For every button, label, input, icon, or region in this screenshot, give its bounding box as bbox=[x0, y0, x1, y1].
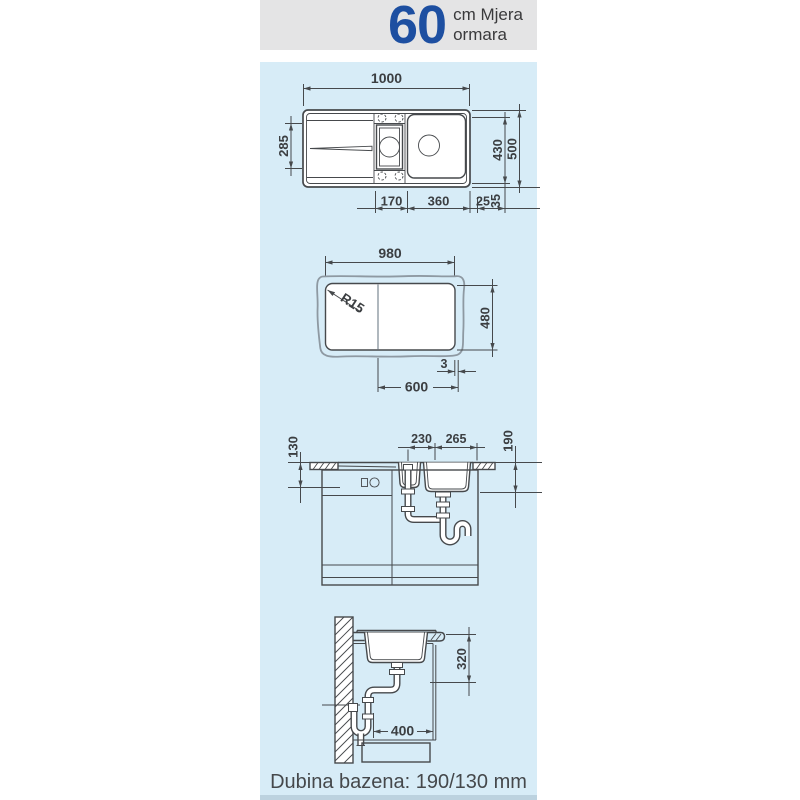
cutout-view-drawing bbox=[260, 240, 537, 400]
dim-label-320: 320 bbox=[454, 648, 469, 670]
dim-label-600: 600 bbox=[404, 378, 429, 395]
unit-line1: cm Mjera bbox=[453, 5, 523, 24]
dim-label-285: 285 bbox=[276, 135, 291, 157]
dim-label-r15: R15 bbox=[337, 290, 367, 317]
front-section-drawing bbox=[260, 420, 545, 605]
dim-label-1000: 1000 bbox=[370, 70, 403, 86]
side-strainer bbox=[392, 663, 403, 668]
dim-basin-length bbox=[276, 116, 302, 176]
unit-line2: ormara bbox=[453, 25, 507, 44]
wall-section bbox=[335, 617, 353, 763]
dim-label-500: 500 bbox=[504, 138, 520, 160]
main-strainer bbox=[436, 492, 451, 497]
cabinet-handle-plate bbox=[362, 479, 368, 487]
dim-label-35: 35 bbox=[489, 194, 503, 208]
dim-label-430: 430 bbox=[490, 139, 505, 161]
dim-label-360: 360 bbox=[427, 193, 450, 209]
cabinet-knob bbox=[370, 478, 379, 487]
sink-body bbox=[303, 110, 470, 187]
dim-cutout-width bbox=[326, 245, 455, 277]
dim-install-depth bbox=[430, 627, 476, 696]
dim-label-3: 3 bbox=[440, 357, 448, 371]
sink-top-view-drawing bbox=[260, 62, 537, 234]
dim-cabinet-depth bbox=[374, 713, 434, 739]
dim-label-130: 130 bbox=[285, 436, 301, 458]
cabinet-size-value: 60 bbox=[388, 0, 447, 55]
small-strainer bbox=[404, 465, 413, 471]
dim-label-400: 400 bbox=[390, 722, 415, 739]
panel-bottom-edge bbox=[260, 795, 537, 800]
dim-label-265: 265 bbox=[445, 432, 467, 446]
basin-depth-note: Dubina bazena: 190/130 mm bbox=[270, 771, 527, 793]
dim-label-230: 230 bbox=[411, 432, 432, 446]
sink-side-section bbox=[357, 631, 436, 663]
dim-overall-width bbox=[304, 70, 470, 106]
dim-label-480: 480 bbox=[477, 307, 493, 329]
cabinet-size-unit bbox=[453, 5, 523, 45]
cabinet-size-header bbox=[260, 0, 537, 55]
dim-reveal bbox=[437, 357, 476, 376]
wall-outlet bbox=[349, 704, 358, 712]
dim-label-25: 25 bbox=[476, 194, 490, 209]
dim-label-190: 190 bbox=[500, 430, 516, 452]
side-section-drawing bbox=[260, 605, 545, 770]
dim-drain-offsets bbox=[398, 432, 485, 461]
dim-label-980: 980 bbox=[378, 245, 402, 261]
plinth bbox=[362, 743, 430, 762]
dim-bottom-chain bbox=[357, 191, 540, 213]
dim-label-170: 170 bbox=[380, 193, 403, 209]
